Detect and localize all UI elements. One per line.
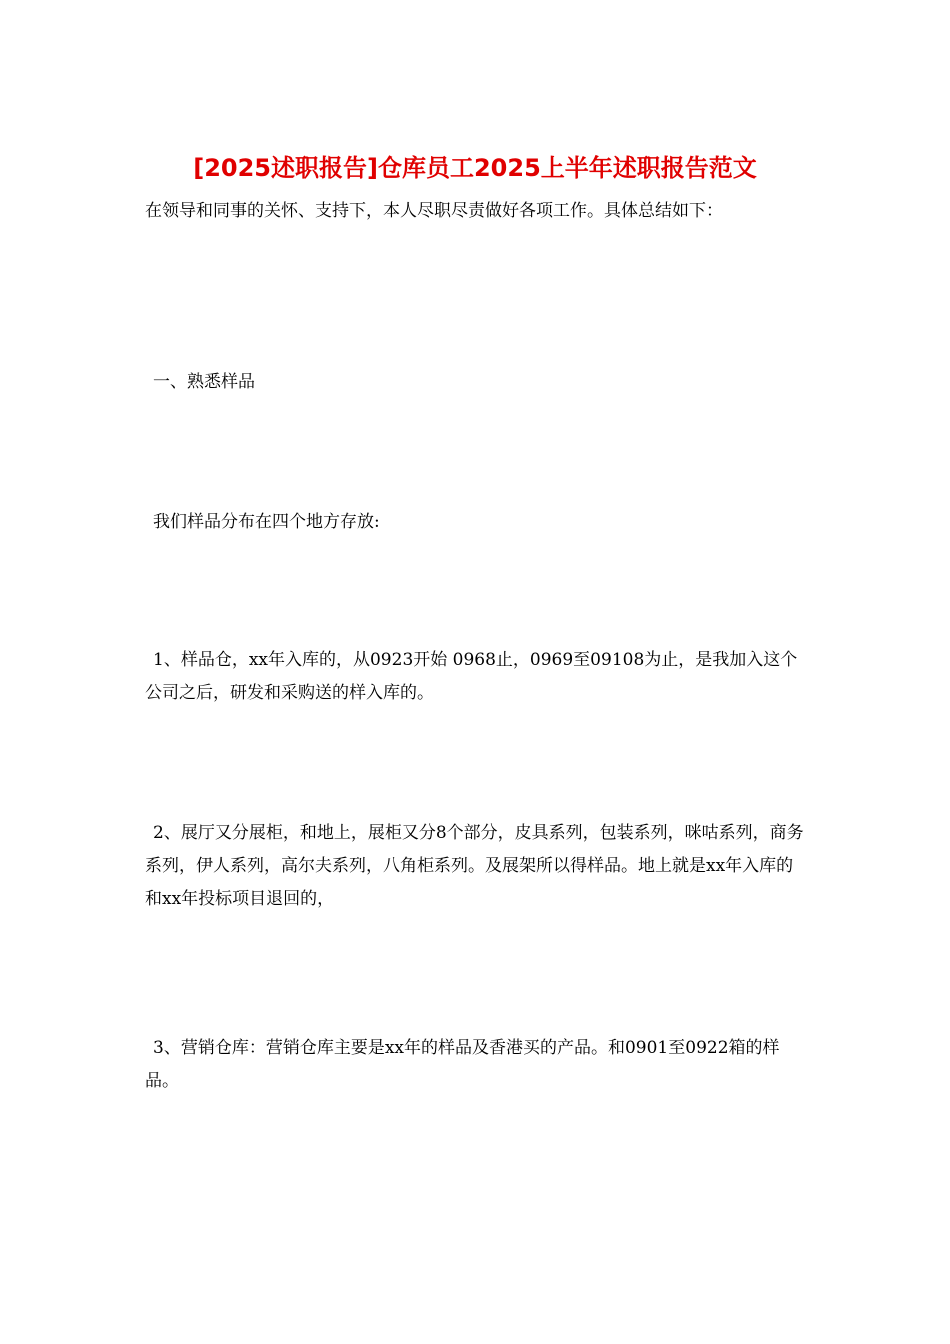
document-title: [2025述职报告]仓库员工2025上半年述职报告范文: [193, 154, 757, 182]
intro-paragraph: 在领导和同事的关怀、支持下，本人尽职尽责做好各项工作。具体总结如下：: [145, 201, 723, 221]
sample-storage-paragraph: 我们样品分布在四个地方存放:: [153, 512, 380, 532]
sample-warehouse-paragraph: 1、样品仓，xx年入库的，从0923开始 0968止，0969至09108为止，是我加入这个公司之后，研发和采购送的样入库的。: [145, 650, 798, 703]
showroom-paragraph: 2、展厅又分展柜，和地上，展柜又分8个部分，皮具系列，包装系列，咪咕系列，商务系列，伊人系列，高尔夫系列，八角柜系列。及展架所以得样品。地上就是xx年入库的和xx年投标项目退回的，: [145, 823, 804, 909]
section-heading-familiar-samples: 一、熟悉样品: [153, 372, 255, 392]
marketing-warehouse-paragraph: 3、营销仓库：营销仓库主要是xx年的样品及香港买的产品。和0901至0922箱的样品。: [145, 1038, 780, 1091]
